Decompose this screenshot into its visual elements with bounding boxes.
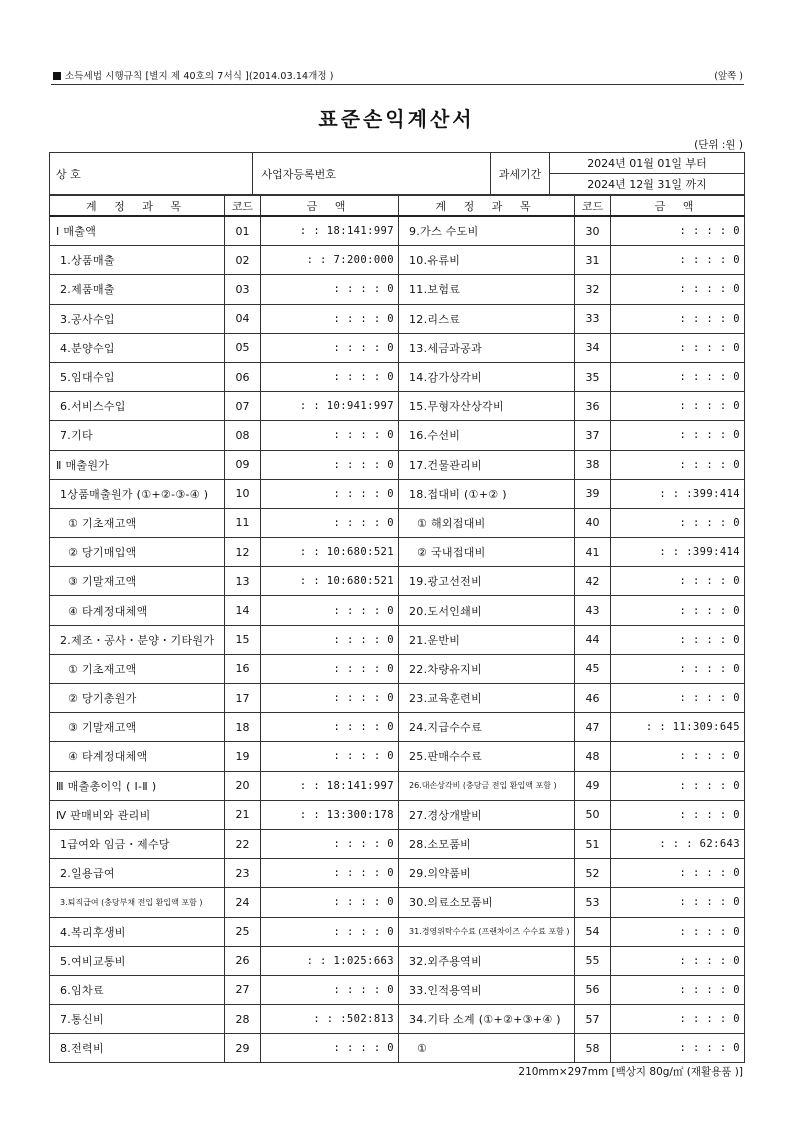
table-row <box>50 596 745 625</box>
right-account-cell: ① 해외접대비 <box>399 508 575 537</box>
table-row <box>50 421 745 450</box>
period-start: 2024년 01월 01일 부터 <box>550 153 745 174</box>
table-row <box>50 479 745 508</box>
right-account-cell: 17.건물관리비 <box>399 450 575 479</box>
right-code-cell: 58 <box>575 1034 611 1063</box>
table-row <box>50 304 745 333</box>
left-code-cell: 01 <box>225 216 261 246</box>
table-row <box>50 771 745 800</box>
right-amount-cell: : : : : 0 <box>611 625 745 654</box>
left-amount-cell: : : : : 0 <box>261 596 399 625</box>
info-table <box>49 152 745 195</box>
left-code-cell: 09 <box>225 450 261 479</box>
left-code-cell: 05 <box>225 333 261 362</box>
left-amount-cell: : : : : 0 <box>261 742 399 771</box>
left-account-cell: ① 기초재고액 <box>50 508 225 537</box>
right-code-cell: 36 <box>575 392 611 421</box>
right-code-cell: 50 <box>575 800 611 829</box>
right-account-cell: 20.도서인쇄비 <box>399 596 575 625</box>
right-account-cell: 34.기타 소계 (①+②+③+④ ) <box>399 1005 575 1034</box>
right-amount-cell: : : : : 0 <box>611 771 745 800</box>
left-account-cell: 7.기타 <box>50 421 225 450</box>
left-amount-cell: : : 1:025:663 <box>261 946 399 975</box>
header-account-right: 계 정 과 목 <box>399 196 575 217</box>
right-code-cell: 33 <box>575 304 611 333</box>
table-row <box>50 333 745 362</box>
right-code-cell: 46 <box>575 684 611 713</box>
right-code-cell: 51 <box>575 829 611 858</box>
table-row <box>50 654 745 683</box>
period-end: 2024년 12월 31일 까지 <box>550 174 745 195</box>
right-code-cell: 45 <box>575 654 611 683</box>
right-account-cell: 24.지급수수료 <box>399 713 575 742</box>
table-row <box>50 450 745 479</box>
right-code-cell: 38 <box>575 450 611 479</box>
left-amount-cell: : : : : 0 <box>261 713 399 742</box>
table-row <box>50 508 745 537</box>
left-code-cell: 25 <box>225 917 261 946</box>
left-account-cell: 2.제품매출 <box>50 275 225 304</box>
left-amount-cell: : : 18:141:997 <box>261 216 399 246</box>
right-code-cell: 39 <box>575 479 611 508</box>
left-amount-cell: : : : : 0 <box>261 625 399 654</box>
right-account-cell: 14.감가상각비 <box>399 362 575 391</box>
left-code-cell: 26 <box>225 946 261 975</box>
right-code-cell: 57 <box>575 1005 611 1034</box>
left-account-cell: 3.퇴직급여 (충당부채 전입 환입액 포함 ) <box>50 888 225 917</box>
right-account-cell: ② 국내접대비 <box>399 538 575 567</box>
right-account-cell: ① <box>399 1034 575 1063</box>
left-amount-cell: : : 10:941:997 <box>261 392 399 421</box>
header-amount-right: 금 액 <box>611 196 745 217</box>
left-code-cell: 23 <box>225 859 261 888</box>
left-amount-cell: : : : : 0 <box>261 450 399 479</box>
left-account-cell: ① 기초재고액 <box>50 654 225 683</box>
right-code-cell: 35 <box>575 362 611 391</box>
left-account-cell: ② 당기매입액 <box>50 538 225 567</box>
right-account-cell: 15.무형자산상각비 <box>399 392 575 421</box>
left-amount-cell: : : : : 0 <box>261 362 399 391</box>
right-account-cell: 13.세금과공과 <box>399 333 575 362</box>
right-amount-cell: : : : : 0 <box>611 246 745 275</box>
left-code-cell: 10 <box>225 479 261 508</box>
right-account-cell: 26.대손상각비 (충당금 전입 환입액 포함 ) <box>399 771 575 800</box>
table-header-row <box>50 196 745 217</box>
right-code-cell: 31 <box>575 246 611 275</box>
income-statement-table <box>49 195 745 1063</box>
right-code-cell: 44 <box>575 625 611 654</box>
right-account-cell: 11.보험료 <box>399 275 575 304</box>
left-account-cell: 6.서비스수입 <box>50 392 225 421</box>
left-code-cell: 12 <box>225 538 261 567</box>
left-amount-cell: : : : : 0 <box>261 508 399 537</box>
right-amount-cell: : : : : 0 <box>611 742 745 771</box>
left-code-cell: 07 <box>225 392 261 421</box>
left-account-cell: 1.상품매출 <box>50 246 225 275</box>
right-amount-cell: : : : : 0 <box>611 450 745 479</box>
left-amount-cell: : : : : 0 <box>261 479 399 508</box>
left-amount-cell: : : :502:813 <box>261 1005 399 1034</box>
right-amount-cell: : : : : 0 <box>611 333 745 362</box>
right-code-cell: 48 <box>575 742 611 771</box>
header-amount-left: 금 액 <box>261 196 399 217</box>
left-amount-cell: : : : : 0 <box>261 304 399 333</box>
right-amount-cell: : : : : 0 <box>611 508 745 537</box>
right-code-cell: 52 <box>575 859 611 888</box>
left-code-cell: 28 <box>225 1005 261 1034</box>
left-amount-cell: : : : : 0 <box>261 888 399 917</box>
right-amount-cell: : : : : 0 <box>611 421 745 450</box>
right-code-cell: 55 <box>575 946 611 975</box>
left-amount-cell: : : : : 0 <box>261 654 399 683</box>
left-amount-cell: : : 10:680:521 <box>261 567 399 596</box>
table-row <box>50 538 745 567</box>
period-label: 과세기간 <box>491 153 550 195</box>
table-row <box>50 684 745 713</box>
right-code-cell: 40 <box>575 508 611 537</box>
left-account-cell: 5.임대수입 <box>50 362 225 391</box>
page-side-label: (앞쪽 ) <box>714 71 743 82</box>
right-code-cell: 41 <box>575 538 611 567</box>
left-amount-cell: : : : : 0 <box>261 275 399 304</box>
left-code-cell: 03 <box>225 275 261 304</box>
bizno-label: 사업자등록번호 <box>253 153 345 195</box>
right-amount-cell: : : : : 0 <box>611 917 745 946</box>
table-row <box>50 742 745 771</box>
right-amount-cell: : : :399:414 <box>611 538 745 567</box>
right-account-cell: 25.판매수수료 <box>399 742 575 771</box>
left-code-cell: 06 <box>225 362 261 391</box>
left-code-cell: 21 <box>225 800 261 829</box>
left-account-cell: 7.통신비 <box>50 1005 225 1034</box>
right-account-cell: 16.수선비 <box>399 421 575 450</box>
right-amount-cell: : : : : 0 <box>611 362 745 391</box>
left-code-cell: 20 <box>225 771 261 800</box>
left-account-cell: Ⅱ 매출원가 <box>50 450 225 479</box>
right-code-cell: 42 <box>575 567 611 596</box>
table-row <box>50 829 745 858</box>
left-code-cell: 19 <box>225 742 261 771</box>
left-account-cell: 2.제조・공사・분양・기타원가 <box>50 625 225 654</box>
right-amount-cell: : : 11:309:645 <box>611 713 745 742</box>
left-account-cell: 5.여비교통비 <box>50 946 225 975</box>
right-code-cell: 47 <box>575 713 611 742</box>
right-amount-cell: : : : : 0 <box>611 275 745 304</box>
right-account-cell: 23.교육훈련비 <box>399 684 575 713</box>
right-account-cell: 27.경상개발비 <box>399 800 575 829</box>
right-amount-cell: : : : : 0 <box>611 304 745 333</box>
header-code-right: 코드 <box>575 196 611 217</box>
header-code-left: 코드 <box>225 196 261 217</box>
left-account-cell: Ⅰ 매출액 <box>50 216 225 246</box>
left-code-cell: 11 <box>225 508 261 537</box>
left-code-cell: 16 <box>225 654 261 683</box>
left-account-cell: Ⅳ 판매비와 관리비 <box>50 800 225 829</box>
right-account-cell: 10.유류비 <box>399 246 575 275</box>
right-code-cell: 37 <box>575 421 611 450</box>
left-account-cell: 1상품매출원가 (①+②-③-④ ) <box>50 479 225 508</box>
table-row <box>50 362 745 391</box>
left-amount-cell: : : : : 0 <box>261 917 399 946</box>
left-account-cell: 1급여와 임금・제수당 <box>50 829 225 858</box>
right-code-cell: 49 <box>575 771 611 800</box>
left-account-cell: 4.분양수입 <box>50 333 225 362</box>
left-code-cell: 13 <box>225 567 261 596</box>
right-amount-cell: : : : : 0 <box>611 1005 745 1034</box>
right-amount-cell: : : : : 0 <box>611 975 745 1004</box>
left-amount-cell: : : : : 0 <box>261 333 399 362</box>
left-code-cell: 08 <box>225 421 261 450</box>
right-amount-cell: : : : : 0 <box>611 800 745 829</box>
table-row <box>50 216 745 246</box>
left-amount-cell: : : : : 0 <box>261 421 399 450</box>
right-amount-cell: : : :399:414 <box>611 479 745 508</box>
left-code-cell: 02 <box>225 246 261 275</box>
table-row <box>50 275 745 304</box>
table-row <box>50 859 745 888</box>
left-account-cell: ③ 기말재고액 <box>50 567 225 596</box>
table-row <box>50 567 745 596</box>
right-code-cell: 53 <box>575 888 611 917</box>
left-amount-cell: : : 7:200:000 <box>261 246 399 275</box>
bizno-value <box>345 153 491 195</box>
left-account-cell: ② 당기총원가 <box>50 684 225 713</box>
right-account-cell: 12.리스료 <box>399 304 575 333</box>
right-account-cell: 19.광고선전비 <box>399 567 575 596</box>
right-account-cell: 18.접대비 (①+② ) <box>399 479 575 508</box>
table-row <box>50 975 745 1004</box>
right-account-cell: 31.경영위탁수수료 (프랜차이즈 수수료 포함 ) <box>399 917 575 946</box>
left-code-cell: 24 <box>225 888 261 917</box>
unit-label: (단위 :원 ) <box>694 139 743 151</box>
left-amount-cell: : : 10:680:521 <box>261 538 399 567</box>
right-code-cell: 30 <box>575 216 611 246</box>
right-account-cell: 29.의약품비 <box>399 859 575 888</box>
left-amount-cell: : : 18:141:997 <box>261 771 399 800</box>
left-account-cell: 3.공사수입 <box>50 304 225 333</box>
right-amount-cell: : : : : 0 <box>611 859 745 888</box>
right-amount-cell: : : : : 0 <box>611 888 745 917</box>
left-account-cell: ④ 타계정대체액 <box>50 596 225 625</box>
right-code-cell: 54 <box>575 917 611 946</box>
table-row <box>50 246 745 275</box>
left-account-cell: 6.임차료 <box>50 975 225 1004</box>
left-account-cell: ④ 타계정대체액 <box>50 742 225 771</box>
left-code-cell: 17 <box>225 684 261 713</box>
table-row <box>50 917 745 946</box>
right-account-cell: 33.인적용역비 <box>399 975 575 1004</box>
left-code-cell: 04 <box>225 304 261 333</box>
header-account-left: 계 정 과 목 <box>50 196 225 217</box>
left-code-cell: 22 <box>225 829 261 858</box>
left-code-cell: 15 <box>225 625 261 654</box>
left-amount-cell: : : : : 0 <box>261 684 399 713</box>
left-code-cell: 29 <box>225 1034 261 1063</box>
right-amount-cell: : : : : 0 <box>611 946 745 975</box>
right-amount-cell: : : : : 0 <box>611 596 745 625</box>
left-code-cell: 27 <box>225 975 261 1004</box>
top-divider <box>51 84 744 85</box>
left-account-cell: 8.전력비 <box>50 1034 225 1063</box>
table-row <box>50 625 745 654</box>
right-amount-cell: : : : : 0 <box>611 392 745 421</box>
regulation-text: 소득세법 시행규칙 [별지 제 40호의 7서식 ](2014.03.14개정 ) <box>65 71 334 82</box>
right-amount-cell: : : : : 0 <box>611 654 745 683</box>
left-account-cell: 4.복리후생비 <box>50 917 225 946</box>
right-amount-cell: : : : : 0 <box>611 216 745 246</box>
right-code-cell: 32 <box>575 275 611 304</box>
left-amount-cell: : : : : 0 <box>261 829 399 858</box>
right-amount-cell: : : : : 0 <box>611 567 745 596</box>
right-account-cell: 32.외주용역비 <box>399 946 575 975</box>
left-amount-cell: : : : : 0 <box>261 975 399 1004</box>
right-amount-cell: : : : 62:643 <box>611 829 745 858</box>
left-amount-cell: : : : : 0 <box>261 859 399 888</box>
table-row <box>50 1005 745 1034</box>
right-account-cell: 21.운반비 <box>399 625 575 654</box>
table-row <box>50 1034 745 1063</box>
left-account-cell: ③ 기말재고액 <box>50 713 225 742</box>
right-account-cell: 22.차량유지비 <box>399 654 575 683</box>
right-code-cell: 34 <box>575 333 611 362</box>
right-code-cell: 43 <box>575 596 611 625</box>
table-row <box>50 800 745 829</box>
document-title: 표준손익계산서 <box>318 107 475 131</box>
left-amount-cell: : : 13:300:178 <box>261 800 399 829</box>
left-account-cell: 2.일용급여 <box>50 859 225 888</box>
square-bullet-icon <box>53 72 61 80</box>
right-amount-cell: : : : : 0 <box>611 1034 745 1063</box>
table-row <box>50 713 745 742</box>
right-code-cell: 56 <box>575 975 611 1004</box>
left-code-cell: 14 <box>225 596 261 625</box>
regulation-header <box>53 68 334 82</box>
company-value <box>88 153 253 195</box>
left-account-cell: Ⅲ 매출총이익 ( Ⅰ-Ⅱ ) <box>50 771 225 800</box>
right-account-cell: 28.소모품비 <box>399 829 575 858</box>
table-row <box>50 888 745 917</box>
right-amount-cell: : : : : 0 <box>611 684 745 713</box>
right-account-cell: 30.의료소모품비 <box>399 888 575 917</box>
right-account-cell: 9.가스 수도비 <box>399 216 575 246</box>
table-row <box>50 392 745 421</box>
left-amount-cell: : : : : 0 <box>261 1034 399 1063</box>
left-code-cell: 18 <box>225 713 261 742</box>
paper-spec-footer: 210mm×297mm [백상지 80g/㎡ (재활용품 )] <box>518 1066 743 1078</box>
table-row <box>50 946 745 975</box>
company-label: 상 호 <box>50 153 88 195</box>
